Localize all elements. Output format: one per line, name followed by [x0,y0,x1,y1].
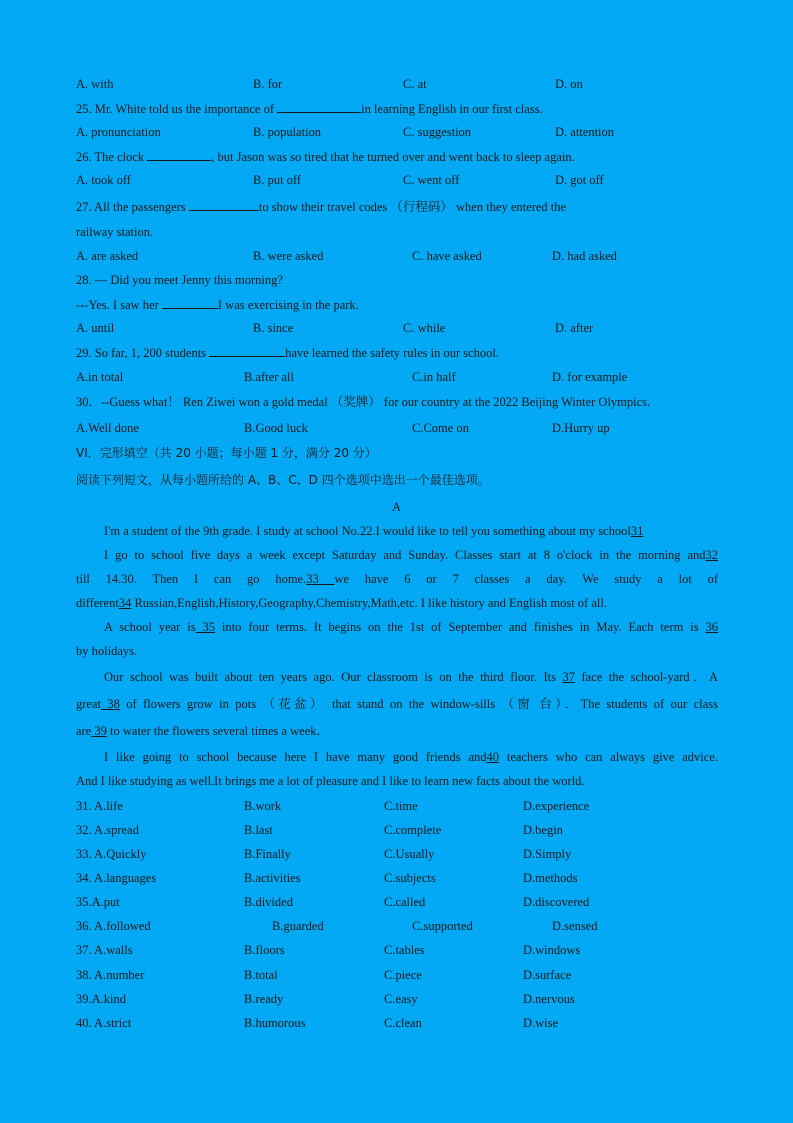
choice-40-a: 40. A.strict [76,1016,132,1030]
option-c: C. at [403,77,427,91]
choice-39-a: 39.A.kind [76,992,126,1006]
choice-38-d: D.surface [523,968,572,982]
option-d: D. had asked [552,249,617,263]
passage-paragraph-1: I'm a student of the 9th grade. I study at school No.22.I would like to tell you something about my school31 [104,524,644,538]
option-c: C. while [403,321,446,335]
choice-31-a: 31. A.life [76,799,123,813]
passage-paragraph-2-line1: I go to school five days a week except Saturday and Sunday. Classes start at 8 o'clock in the morning and32 [104,548,718,562]
option-b: B.Good luck [244,421,308,435]
choice-37-a: 37. A.walls [76,943,133,957]
blank-37: 37 [562,670,575,684]
choice-33-d: D.Simply [523,847,572,861]
option-d: D. after [555,321,594,335]
passage-paragraph-2-line3: different34 Russian,English,History,Geography,Chemistry,Math,etc. I like history and English most of all. [76,596,607,610]
option-b: B. since [253,321,294,335]
choice-40-b: B.humorous [244,1016,306,1030]
option-b: B. for [253,77,283,91]
option-d: D. got off [555,173,604,187]
question-28: 28. — Did you meet Jenny this morning? [76,273,283,287]
passage-paragraph-4-line1: Our school was built about ten years ago. Our classroom is on the third floor. Its 37 face the school-yard．A [104,670,718,684]
choice-35-b: B.divided [244,895,293,909]
choice-37-d: D.windows [523,943,581,957]
passage-paragraph-4-line2: great 38 of flowers grow in pots （花盆） that stand on the window-sills （窗 台）．The students of our class [76,697,718,711]
section-instruction: 阅读下列短文，从每小题所给的 A、B、C、D 四个选项中选出一个最佳选项。 [76,473,490,487]
choice-38-a: 38. A.number [76,968,145,982]
choice-34-d: D.methods [523,871,578,885]
choice-39-b: B.ready [244,992,284,1006]
option-c: C.in half [412,370,456,384]
option-b: B. put off [253,173,302,187]
choice-36-a: 36. A.followed [76,919,151,933]
blank-36: 36 [705,620,719,634]
choice-36-b: B.guarded [272,919,324,933]
question-30: 30．--Guess what！ Ren Ziwei won a gold medal （奖牌） for our country at the 2022 Beijing Winter Olympics. [76,395,651,409]
blank-39: 39 [91,724,107,738]
choice-31-c: C.time [384,799,418,813]
blank-33: 33 [306,572,335,586]
question-28-reply: ---Yes. I saw her I was exercising in the park. [76,298,359,312]
question-27: 27. All the passengers to show their travel codes （行程码） when they entered the [76,200,567,214]
choice-36-d: D.sensed [552,919,598,933]
option-d: D.Hurry up [552,421,610,435]
choice-35-d: D.discovered [523,895,590,909]
choice-32-d: D.begin [523,823,563,837]
option-b: B. population [253,125,322,139]
option-a: A.Well done [76,421,139,435]
choice-34-a: 34. A.languages [76,871,157,885]
option-d: D. on [555,77,583,91]
question-25: 25. Mr. White told us the importance of in learning English in our first class. [76,102,543,116]
choice-37-b: B.floors [244,943,285,957]
section-title: VI．完形填空（共 20 小题；每小题 1 分，满分 20 分） [76,446,377,460]
option-b: B. were asked [253,249,324,263]
choice-40-d: D.wise [523,1016,559,1030]
answer-blank [277,100,361,113]
question-29: 29. So far, 1, 200 students have learned the safety rules in our school. [76,346,499,360]
choice-35-a: 35.A.put [76,895,120,909]
passage-paragraph-5-line2: And I like studying as well.It brings me a lot of pleasure and I like to learn new facts about the world. [76,774,585,788]
choice-33-c: C.Usually [384,847,435,861]
choice-31-d: D.experience [523,799,590,813]
choice-40-c: C.clean [384,1016,422,1030]
choice-36-c: C.supported [412,919,473,933]
blank-38: 38 [100,697,120,711]
option-c: C.Come on [412,421,469,435]
choice-32-b: B.last [244,823,273,837]
choice-33-a: 33. A.Quickly [76,847,147,861]
answer-blank [189,198,259,211]
option-d: D. attention [555,125,615,139]
blank-34: 34 [118,596,132,610]
choice-31-b: B.work [244,799,282,813]
choice-38-b: B.total [244,968,278,982]
option-d: D. for example [552,370,628,384]
option-a: A.in total [76,370,124,384]
option-c: C. suggestion [403,125,472,139]
option-a: A. with [76,77,114,91]
option-c: C. went off [403,173,460,187]
option-a: A. pronunciation [76,125,161,139]
choice-37-c: C.tables [384,943,425,957]
choice-38-c: C.piece [384,968,422,982]
blank-32: 32 [705,548,718,562]
choice-34-c: C.subjects [384,871,436,885]
answer-blank [209,344,285,357]
choice-35-c: C.called [384,895,426,909]
option-a: A. until [76,321,115,335]
blank-40: 40 [486,750,499,764]
passage-label: A [391,500,402,514]
choice-39-c: C.easy [384,992,418,1006]
option-a: A. are asked [76,249,139,263]
choice-32-c: C.complete [384,823,442,837]
answer-blank [162,296,218,309]
passage-paragraph-2-line2: till 14.30. Then I can go home.33 we have 6 or 7 classes a day. We study a lot of [76,572,718,586]
choice-33-b: B.Finally [244,847,291,861]
choice-32-a: 32. A.spread [76,823,139,837]
choice-39-d: D.nervous [523,992,575,1006]
option-c: C. have asked [412,249,482,263]
question-26: 26. The clock , but Jason was so tired that he turned over and went back to sleep again. [76,150,575,164]
passage-paragraph-3-line1: A school year is 35 into four terms. It begins on the 1st of September and finishes in May. Each term is 36 [104,620,719,634]
blank-35: 35 [195,620,216,634]
passage-paragraph-5-line1: I like going to school because here I have many good friends and40 teachers who can always give advice. [104,750,718,764]
option-b: B.after all [244,370,294,384]
question-27-continued: railway station. [76,225,154,239]
choice-34-b: B.activities [244,871,301,885]
blank-31: 31 [630,524,644,538]
passage-paragraph-3-line2: by holidays. [76,644,138,658]
option-a: A. took off [76,173,131,187]
passage-paragraph-4-line3: are 39 to water the flowers several times a week． [76,724,330,738]
answer-blank [147,148,211,161]
